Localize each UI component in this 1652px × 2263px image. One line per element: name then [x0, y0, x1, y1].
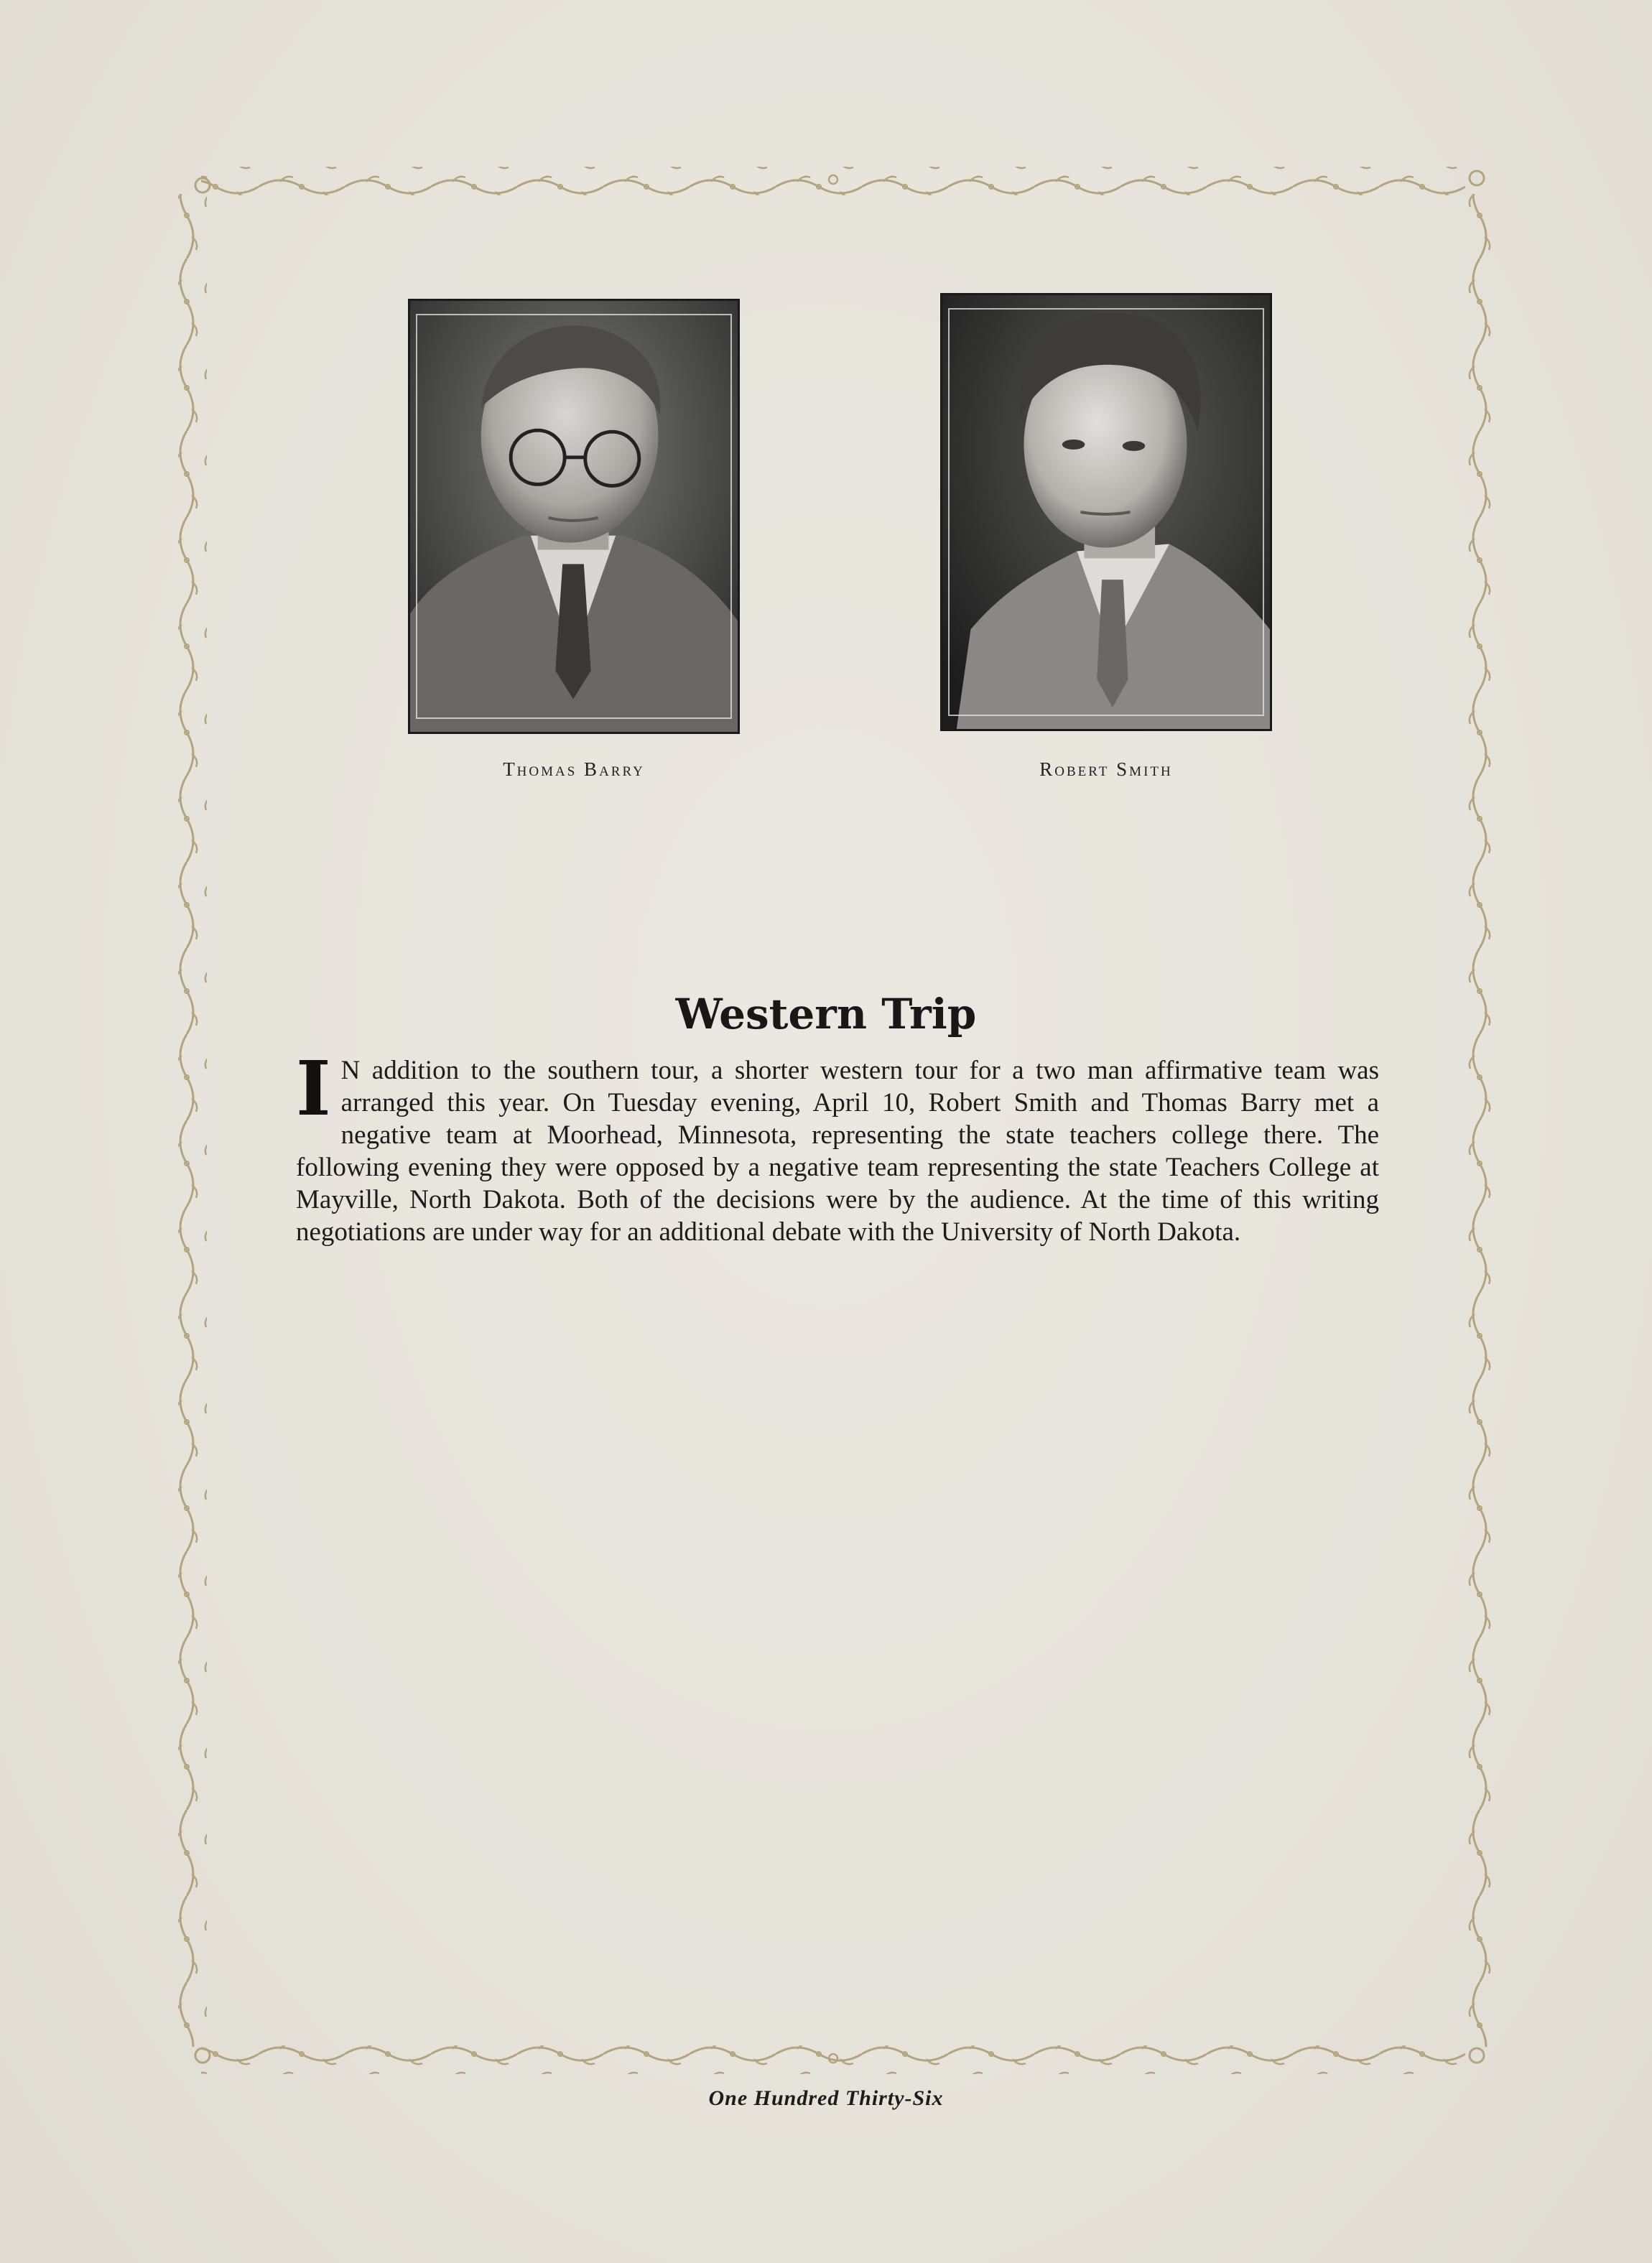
section-title: Western Trip [675, 990, 977, 1038]
portrait-image [942, 295, 1270, 729]
portrait-photo-thomas-barry [408, 299, 740, 734]
body-paragraph [296, 1044, 1379, 1248]
portrait-image [410, 301, 738, 732]
portrait-photo-robert-smith [940, 293, 1272, 731]
photo-caption-thomas-barry: Thomas Barry [503, 758, 645, 780]
body-paragraph-text: N addition to the southern tour, a shorter western tour for a two man affirmative team was arranged this year. On Tuesday evening, April 10, Robert Smith and Thomas Barry met a negative team at Moorhead, Minnesota, representing the state teachers college there. The following evening they were opposed by a negative team representing the state Teachers College at Mayville, North Dakota. Both of the decisions were by the audience. At the time of this writing negotiations are under way for an additional debate with the University of North Dakota. [296, 1056, 1379, 1247]
drop-cap: I [296, 1044, 331, 1133]
photo-caption-robert-smith: Robert Smith [1039, 758, 1173, 780]
page-number: One Hundred Thirty-Six [708, 2086, 944, 2110]
